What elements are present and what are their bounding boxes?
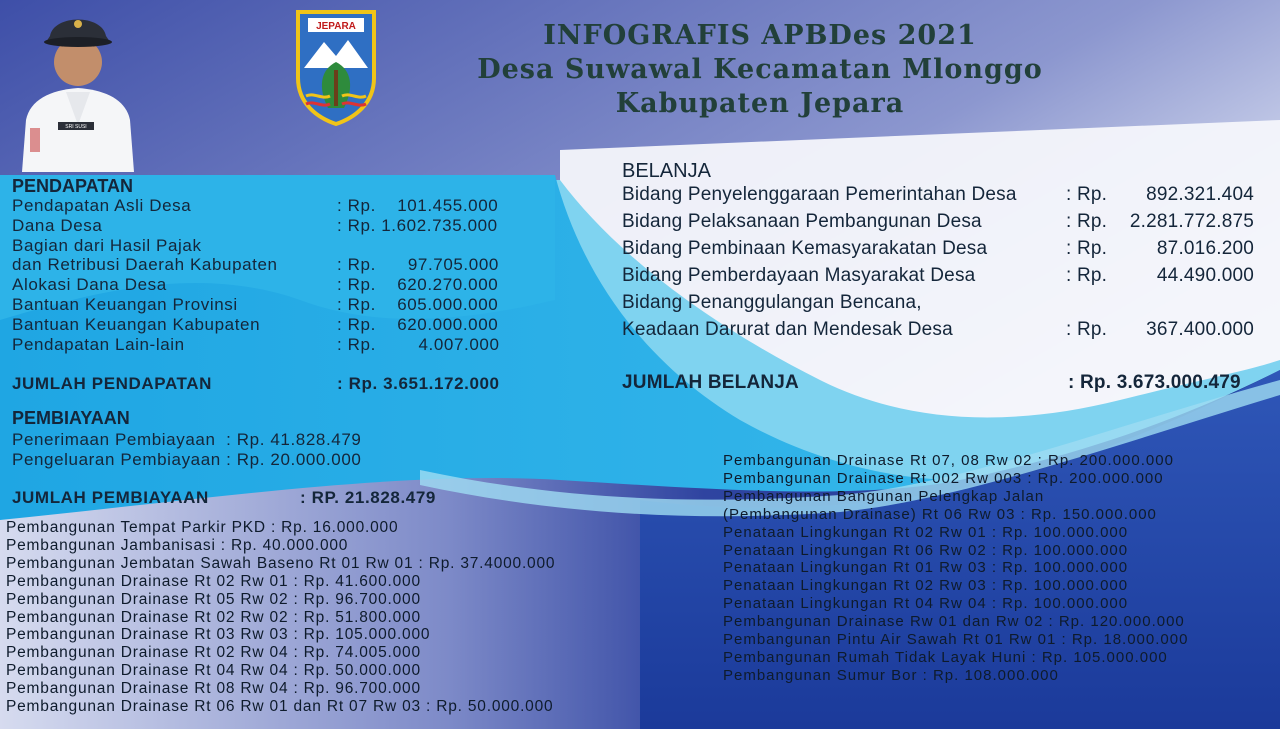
project-left-item: Pembangunan Drainase Rt 03 Rw 03 : Rp. 105.000.000 [6, 626, 431, 644]
belanja-row-amount: 2.281.772.875 [1129, 211, 1254, 232]
belanja-row-separator: : Rp. [1066, 238, 1108, 259]
project-right-item: Pembangunan Drainase Rw 01 dan Rw 02 : Rp. 120.000.000 [723, 613, 1185, 631]
belanja-row-label: Keadaan Darurat dan Mendesak Desa [622, 319, 953, 340]
pendapatan-row-label: Bantuan Keuangan Provinsi [12, 295, 238, 314]
pembiayaan-row: Pengeluaran Pembiayaan : Rp. 20.000.000 [12, 450, 362, 469]
pendapatan-row-label: Alokasi Dana Desa [12, 275, 167, 295]
name-badge: SRI SUSI [65, 124, 87, 130]
belanja-row-separator: : Rp. [1066, 265, 1108, 286]
project-left-item: Pembangunan Drainase Rt 06 Rw 01 dan Rt 07 Rw 03 : Rp. 50.000.000 [6, 698, 554, 715]
belanja-row-label: Bidang Penyelenggaraan Pemerintahan Desa [622, 184, 1017, 205]
pendapatan-row-label: Bantuan Keuangan Kabupaten [12, 314, 261, 334]
belanja-row-separator: : Rp. [1066, 319, 1108, 340]
project-right-item: (Pembangunan Drainase) Rt 06 Rw 03 : Rp. 150.000.000 [723, 505, 1157, 523]
official-portrait [14, 0, 142, 172]
belanja-row-amount: 892.321.404 [1146, 184, 1254, 205]
pembiayaan-total-label: JUMLAH PEMBIAYAAN [12, 488, 209, 507]
project-right-item: Pembangunan Pintu Air Sawah Rt 01 Rw 01 : Rp. 18.000.000 [723, 631, 1189, 648]
pendapatan-row-label: Pendapatan Lain-lain [12, 334, 185, 354]
belanja-row-label: Bidang Pembinaan Kemasyarakatan Desa [622, 238, 988, 259]
pendapatan-total-value: : Rp. 3.651.172.000 [337, 374, 500, 393]
project-right-item: Pembangunan Drainase Rt 002 Rw 003 : Rp. 200.000.000 [723, 469, 1164, 487]
pembiayaan-total-value: : RP. 21.828.479 [300, 488, 436, 507]
project-left-item: Pembangunan Drainase Rt 02 Rw 01 : Rp. 41.600.000 [6, 572, 421, 590]
project-right-item: Pembangunan Rumah Tidak Layak Huni : Rp. 105.000.000 [723, 648, 1168, 666]
belanja-row-label: Bidang Pelaksanaan Pembangunan Desa [622, 211, 982, 232]
belanja-total-value: : Rp. 3.673.000.479 [1068, 372, 1241, 393]
project-left-item: Pembangunan Drainase Rt 02 Rw 04 : Rp. 74.005.000 [6, 644, 421, 662]
project-right-item: Pembangunan Bangunan Pelengkap Jalan [723, 487, 1045, 505]
pendapatan-row-value: : Rp. 97.705.000 [337, 255, 499, 275]
pembiayaan-row: Penerimaan Pembiayaan : Rp. 41.828.479 [12, 430, 362, 449]
pendapatan-row-value: : Rp. 620.000.000 [337, 314, 499, 334]
belanja-row-amount: 367.400.000 [1146, 319, 1254, 340]
title-line-2: Desa Suwawal Kecamatan Mlonggo [477, 54, 1043, 85]
jepara-logo [294, 8, 378, 131]
pendapatan-row-value: : Rp. 605.000.000 [337, 295, 499, 314]
project-right-item: Penataan Lingkungan Rt 04 Rw 04 : Rp. 100.000.000 [723, 595, 1129, 613]
pendapatan-row-label: Pendapatan Asli Desa [12, 196, 192, 215]
belanja-total-label: JUMLAH BELANJA [622, 372, 799, 393]
project-right-item: Penataan Lingkungan Rt 06 Rw 02 : Rp. 100.000.000 [723, 541, 1129, 559]
project-right-item: Penataan Lingkungan Rt 02 Rw 03 : Rp. 100.000.000 [723, 577, 1129, 595]
logo-text: JEPARA [316, 21, 356, 32]
pendapatan-row-label: Dana Desa [12, 215, 103, 235]
project-right-item: Pembangunan Sumur Bor : Rp. 108.000.000 [723, 666, 1059, 684]
project-right-item: Pembangunan Drainase Rt 07, 08 Rw 02 : Rp. 200.000.000 [723, 452, 1174, 469]
project-left-item: Pembangunan Drainase Rt 08 Rw 04 : Rp. 96.700.000 [6, 680, 421, 698]
pendapatan-row-label: Bagian dari Hasil Pajak [12, 235, 202, 255]
project-left-item: Pembangunan Tempat Parkir PKD : Rp. 16.000.000 [6, 519, 399, 536]
project-left-item: Pembangunan Drainase Rt 04 Rw 04 : Rp. 50.000.000 [6, 662, 421, 680]
pendapatan-row-value: : Rp. 620.270.000 [337, 275, 499, 295]
belanja-row-separator: : Rp. [1066, 211, 1108, 232]
belanja-row-label: Bidang Pemberdayaan Masyarakat Desa [622, 265, 976, 286]
belanja-row-amount: 87.016.200 [1156, 238, 1254, 259]
pendapatan-row-value: : Rp. 4.007.000 [337, 334, 500, 354]
project-left-item: Pembangunan Drainase Rt 05 Rw 02 : Rp. 96.700.000 [6, 590, 421, 608]
pembiayaan-heading: PEMBIAYAAN [12, 408, 130, 428]
belanja-row-separator: : Rp. [1066, 184, 1108, 205]
project-right-item: Penataan Lingkungan Rt 02 Rw 01 : Rp. 100.000.000 [723, 523, 1129, 541]
title-line-1: INFOGRAFIS APBDes 2021 [543, 20, 977, 51]
project-right-item: Penataan Lingkungan Rt 01 Rw 03 : Rp. 100.000.000 [723, 559, 1129, 577]
belanja-row-label: Bidang Penanggulangan Bencana, [622, 292, 922, 313]
project-left-item: Pembangunan Jambanisasi : Rp. 40.000.000 [6, 536, 349, 554]
pendapatan-row-value: : Rp. 1.602.735.000 [337, 215, 498, 235]
pendapatan-row-label: dan Retribusi Daerah Kabupaten [12, 255, 278, 275]
pendapatan-row-value: : Rp. 101.455.000 [337, 196, 499, 215]
project-left-item: Pembangunan Jembatan Sawah Baseno Rt 01 Rw 01 : Rp. 37.4000.000 [6, 554, 556, 572]
title-line-3: Kabupaten Jepara [615, 88, 905, 119]
project-left-item: Pembangunan Drainase Rt 02 Rw 02 : Rp. 51.800.000 [6, 608, 421, 626]
pendapatan-total-label: JUMLAH PENDAPATAN [12, 374, 213, 393]
belanja-row-amount: 44.490.000 [1156, 265, 1254, 286]
belanja-heading: BELANJA [622, 160, 711, 182]
pendapatan-heading: PENDAPATAN [12, 176, 133, 196]
